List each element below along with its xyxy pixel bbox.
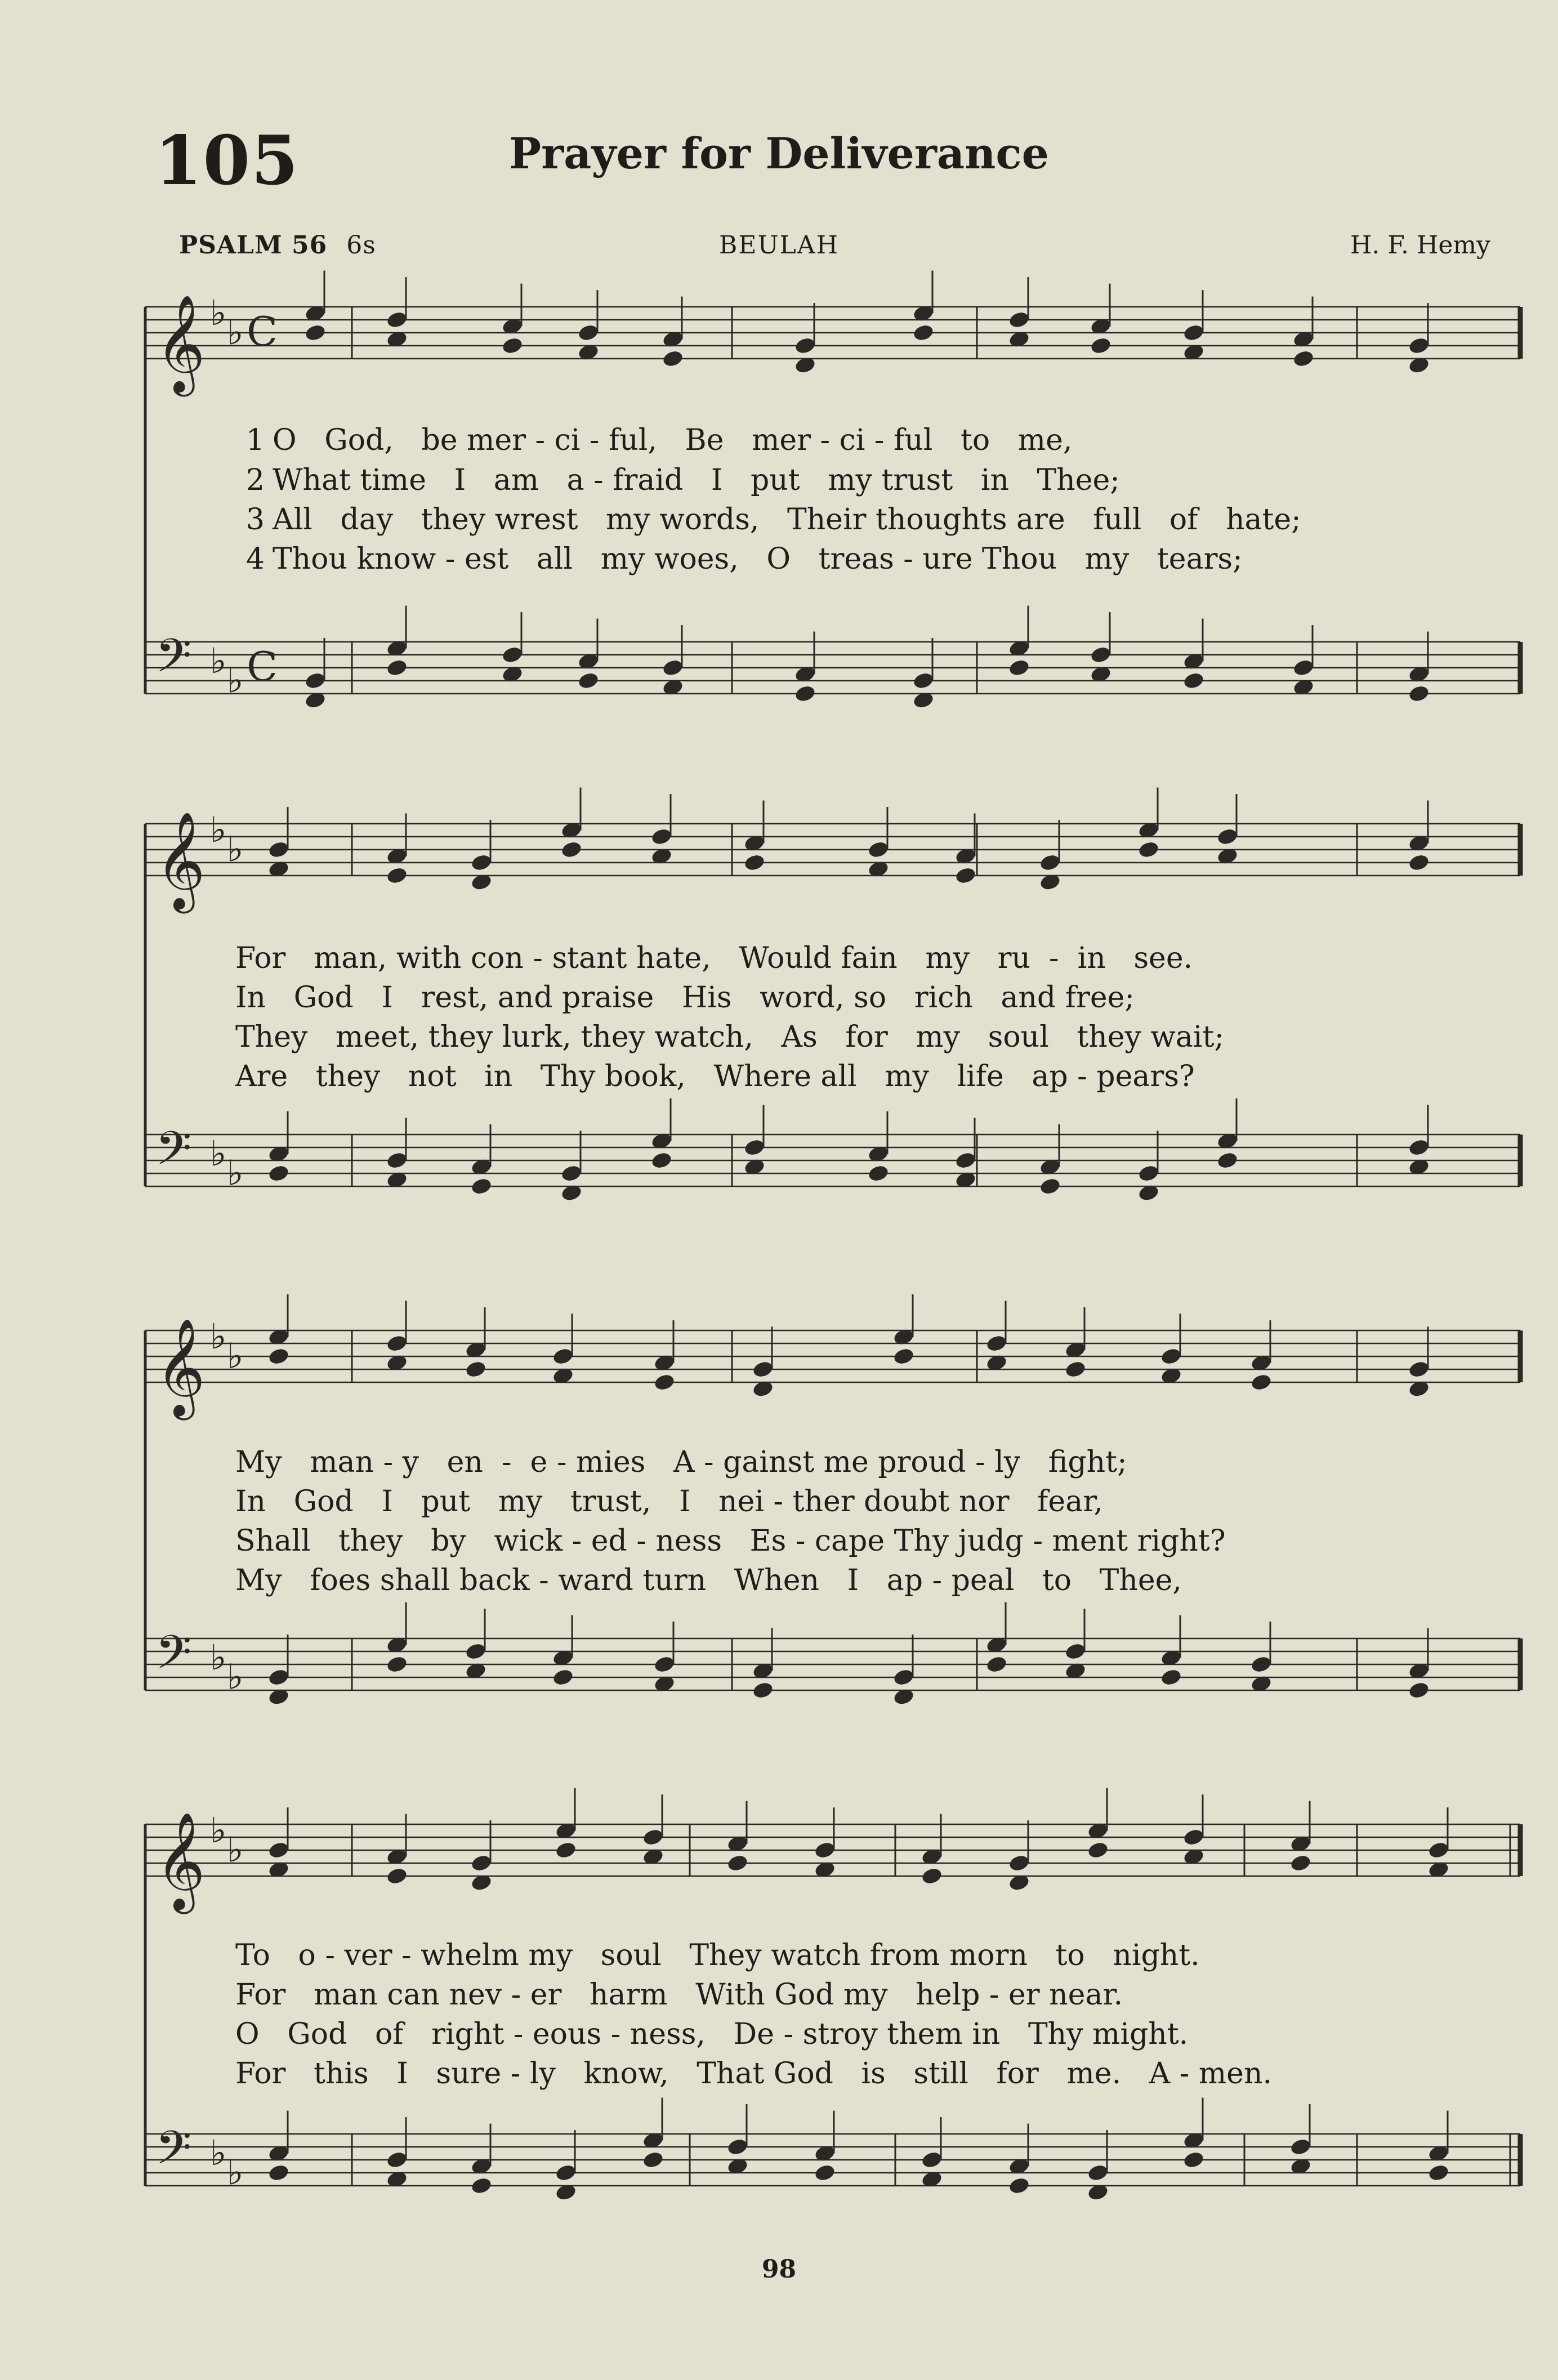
lyric-text: Thou know - est all my woes, O treas - ure Thou my tears; bbox=[273, 542, 1243, 576]
meter: 6s bbox=[346, 231, 376, 260]
lyric-text: My foes shall back - ward turn When I ap - peal to Thee, bbox=[235, 1564, 1182, 1597]
common-time-icon: C bbox=[247, 643, 278, 690]
notehead bbox=[501, 336, 524, 355]
notehead bbox=[814, 2163, 836, 2182]
notehead bbox=[814, 1841, 836, 1860]
notehead bbox=[892, 1668, 915, 1687]
notehead bbox=[1408, 1360, 1430, 1379]
notehead bbox=[267, 2163, 290, 2182]
notehead bbox=[470, 853, 493, 872]
notehead bbox=[470, 1177, 493, 1196]
lyric-line bbox=[235, 981, 1135, 1015]
flat-sign-icon: ♭ bbox=[227, 659, 244, 701]
lyric-text: In God I put my trust, I nei - ther doubt nor fear, bbox=[235, 1485, 1103, 1519]
lyric-line bbox=[235, 941, 1193, 975]
notehead bbox=[653, 1373, 676, 1392]
notehead bbox=[650, 1151, 673, 1170]
lyric-line bbox=[235, 1020, 1224, 1054]
bass-clef-icon: 𝄢 bbox=[155, 1121, 192, 1187]
notehead bbox=[267, 840, 290, 859]
verse-number: 3 bbox=[245, 503, 265, 537]
common-time-icon: C bbox=[247, 308, 278, 355]
notehead bbox=[662, 349, 684, 368]
notehead bbox=[954, 866, 977, 885]
flat-sign-icon: ♭ bbox=[227, 1829, 244, 1870]
lyric-text: O God, be mer - ci - ful, Be mer - ci - ful to me, bbox=[273, 423, 1073, 457]
lyric-text: For man can nev - er harm With God my help - er near. bbox=[235, 1978, 1123, 2012]
flat-sign-icon: ♭ bbox=[210, 1637, 227, 1678]
notehead bbox=[752, 1681, 774, 1700]
notehead bbox=[642, 2150, 664, 2169]
lyric-text: To o - ver - whelm my soul They watch from morn to night. bbox=[235, 1939, 1200, 1972]
notehead bbox=[577, 671, 600, 690]
lyric-line bbox=[231, 463, 1120, 497]
notehead bbox=[985, 1334, 1008, 1353]
lyric-line bbox=[231, 423, 1072, 457]
notehead bbox=[1182, 1828, 1205, 1847]
notehead bbox=[560, 840, 583, 859]
lyric-line bbox=[235, 2017, 1188, 2051]
lyric-line bbox=[235, 1524, 1226, 1558]
notehead bbox=[1137, 1164, 1160, 1183]
notehead bbox=[650, 827, 673, 846]
notehead bbox=[1090, 645, 1112, 664]
notehead bbox=[1250, 1373, 1273, 1392]
lyric-line bbox=[235, 2057, 1272, 2091]
notehead bbox=[304, 671, 327, 690]
treble-clef-icon: 𝄞 bbox=[155, 1812, 206, 1910]
notehead bbox=[1087, 2163, 1109, 2182]
lyric-line bbox=[235, 1564, 1182, 1597]
notehead bbox=[912, 671, 935, 690]
lyric-line bbox=[235, 1978, 1123, 2012]
verse-number: 1 bbox=[245, 423, 265, 457]
bass-clef-icon: 𝄢 bbox=[155, 1625, 192, 1691]
lyric-text: My man - y en - e - mies A - gainst me proud - ly fight; bbox=[235, 1445, 1127, 1479]
notehead bbox=[1408, 336, 1430, 355]
notehead bbox=[465, 1360, 487, 1379]
notehead bbox=[1008, 658, 1030, 677]
notehead bbox=[304, 323, 327, 342]
flat-sign-icon: ♭ bbox=[210, 1316, 227, 1358]
notehead bbox=[470, 1854, 493, 1873]
lyric-text: For this I sure - ly know, That God is still for me. A - men. bbox=[235, 2057, 1272, 2091]
notehead bbox=[1064, 1642, 1087, 1661]
composer: H. F. Hemy bbox=[1350, 231, 1490, 260]
notehead bbox=[465, 1642, 487, 1661]
flat-sign-icon: ♭ bbox=[210, 2132, 227, 2174]
notehead bbox=[1250, 1655, 1273, 1674]
lyric-text: O God of right - eous - ness, De - stroy them in Thy might. bbox=[235, 2017, 1189, 2051]
notehead bbox=[386, 658, 408, 677]
notehead bbox=[1008, 2176, 1030, 2195]
treble-clef-icon: 𝄞 bbox=[155, 294, 206, 392]
notehead bbox=[552, 1347, 574, 1366]
notehead bbox=[1182, 2150, 1205, 2169]
psalm-reference: PSALM 56 bbox=[179, 231, 328, 260]
lyric-text: What time I am a - fraid I put my trust in Thee; bbox=[273, 463, 1120, 497]
lyric-line bbox=[231, 542, 1243, 576]
notehead bbox=[1427, 1841, 1450, 1860]
notehead bbox=[1408, 1681, 1430, 1700]
hymn-title: Prayer for Deliverance bbox=[508, 128, 1050, 178]
notehead bbox=[1292, 349, 1315, 368]
notehead bbox=[1008, 310, 1030, 329]
notehead bbox=[1064, 1360, 1087, 1379]
notehead bbox=[752, 1360, 774, 1379]
lyric-line bbox=[235, 1060, 1195, 1093]
flat-sign-icon: ♭ bbox=[227, 828, 244, 870]
verse-number: 2 bbox=[245, 463, 265, 497]
treble-clef-icon: 𝄞 bbox=[155, 1318, 206, 1416]
flat-sign-icon: ♭ bbox=[227, 1335, 244, 1377]
notehead bbox=[867, 1164, 890, 1183]
notehead bbox=[1182, 323, 1205, 342]
notehead bbox=[743, 1138, 766, 1157]
notehead bbox=[662, 658, 684, 677]
notehead bbox=[386, 310, 408, 329]
verse-number: 4 bbox=[245, 542, 265, 576]
notehead bbox=[555, 2163, 577, 2182]
bass-clef-icon: 𝄢 bbox=[155, 628, 192, 694]
notehead bbox=[267, 1347, 290, 1366]
flat-sign-icon: ♭ bbox=[210, 809, 227, 851]
notehead bbox=[892, 1347, 915, 1366]
flat-sign-icon: ♭ bbox=[227, 1152, 244, 1194]
lyric-text: They meet, they lurk, they watch, As for my soul they wait; bbox=[235, 1020, 1224, 1054]
notehead bbox=[1160, 1668, 1182, 1687]
notehead bbox=[954, 1151, 977, 1170]
notehead bbox=[386, 1334, 408, 1353]
tune-name: BEULAH bbox=[719, 231, 839, 260]
notehead bbox=[1039, 1177, 1061, 1196]
notehead bbox=[552, 1668, 574, 1687]
notehead bbox=[1408, 1138, 1430, 1157]
notehead bbox=[921, 2150, 943, 2169]
notehead bbox=[1408, 684, 1430, 703]
lyric-line bbox=[235, 1939, 1200, 1972]
notehead bbox=[1408, 853, 1430, 872]
bass-clef-icon: 𝄢 bbox=[155, 2120, 192, 2186]
notehead bbox=[386, 1151, 408, 1170]
notehead bbox=[726, 1854, 749, 1873]
lyric-text: Are they not in Thy book, Where all my life ap - pears? bbox=[235, 1060, 1195, 1093]
notehead bbox=[267, 1841, 290, 1860]
notehead bbox=[470, 2176, 493, 2195]
notehead bbox=[1182, 671, 1205, 690]
notehead bbox=[1216, 1151, 1239, 1170]
notehead bbox=[726, 2137, 749, 2156]
notehead bbox=[1137, 840, 1160, 859]
notehead bbox=[794, 336, 816, 355]
notehead bbox=[267, 1668, 290, 1687]
flat-sign-icon: ♭ bbox=[210, 292, 227, 334]
notehead bbox=[555, 1841, 577, 1860]
notehead bbox=[653, 1655, 676, 1674]
flat-sign-icon: ♭ bbox=[210, 1810, 227, 1851]
notehead bbox=[386, 1655, 408, 1674]
lyric-line bbox=[231, 503, 1301, 537]
notehead bbox=[1008, 1854, 1030, 1873]
notehead bbox=[267, 1164, 290, 1183]
flat-sign-icon: ♭ bbox=[227, 1656, 244, 1698]
notehead bbox=[921, 1867, 943, 1886]
notehead bbox=[1216, 827, 1239, 846]
notehead bbox=[1090, 336, 1112, 355]
lyric-text: All day they wrest my words, Their thoughts are full of hate; bbox=[273, 503, 1301, 537]
lyric-line bbox=[235, 1445, 1127, 1479]
notehead bbox=[1289, 1854, 1312, 1873]
notehead bbox=[577, 323, 600, 342]
notehead bbox=[912, 323, 935, 342]
notehead bbox=[1289, 2137, 1312, 2156]
notehead bbox=[642, 1828, 664, 1847]
notehead bbox=[985, 1655, 1008, 1674]
flat-sign-icon: ♭ bbox=[227, 311, 244, 353]
lyric-text: In God I rest, and praise His word, so rich and free; bbox=[235, 981, 1135, 1015]
notehead bbox=[1160, 1347, 1182, 1366]
flat-sign-icon: ♭ bbox=[210, 640, 227, 682]
notehead bbox=[1039, 853, 1061, 872]
lyric-line bbox=[235, 1485, 1103, 1519]
hymn-number: 105 bbox=[155, 121, 300, 200]
notehead bbox=[794, 684, 816, 703]
notehead bbox=[501, 645, 524, 664]
notehead bbox=[1292, 658, 1315, 677]
notehead bbox=[386, 1867, 408, 1886]
treble-clef-icon: 𝄞 bbox=[155, 811, 206, 909]
notehead bbox=[386, 2150, 408, 2169]
notehead bbox=[743, 853, 766, 872]
notehead bbox=[386, 866, 408, 885]
lyric-text: Shall they by wick - ed - ness Es - cape Thy judg - ment right? bbox=[235, 1524, 1226, 1558]
flat-sign-icon: ♭ bbox=[210, 1133, 227, 1175]
notehead bbox=[1087, 1841, 1109, 1860]
flat-sign-icon: ♭ bbox=[227, 2151, 244, 2193]
notehead bbox=[867, 840, 890, 859]
notehead bbox=[560, 1164, 583, 1183]
page-number: 98 bbox=[761, 2255, 797, 2284]
notehead bbox=[1427, 2163, 1450, 2182]
lyric-text: For man, with con - stant hate, Would fain my ru - in see. bbox=[235, 941, 1193, 975]
